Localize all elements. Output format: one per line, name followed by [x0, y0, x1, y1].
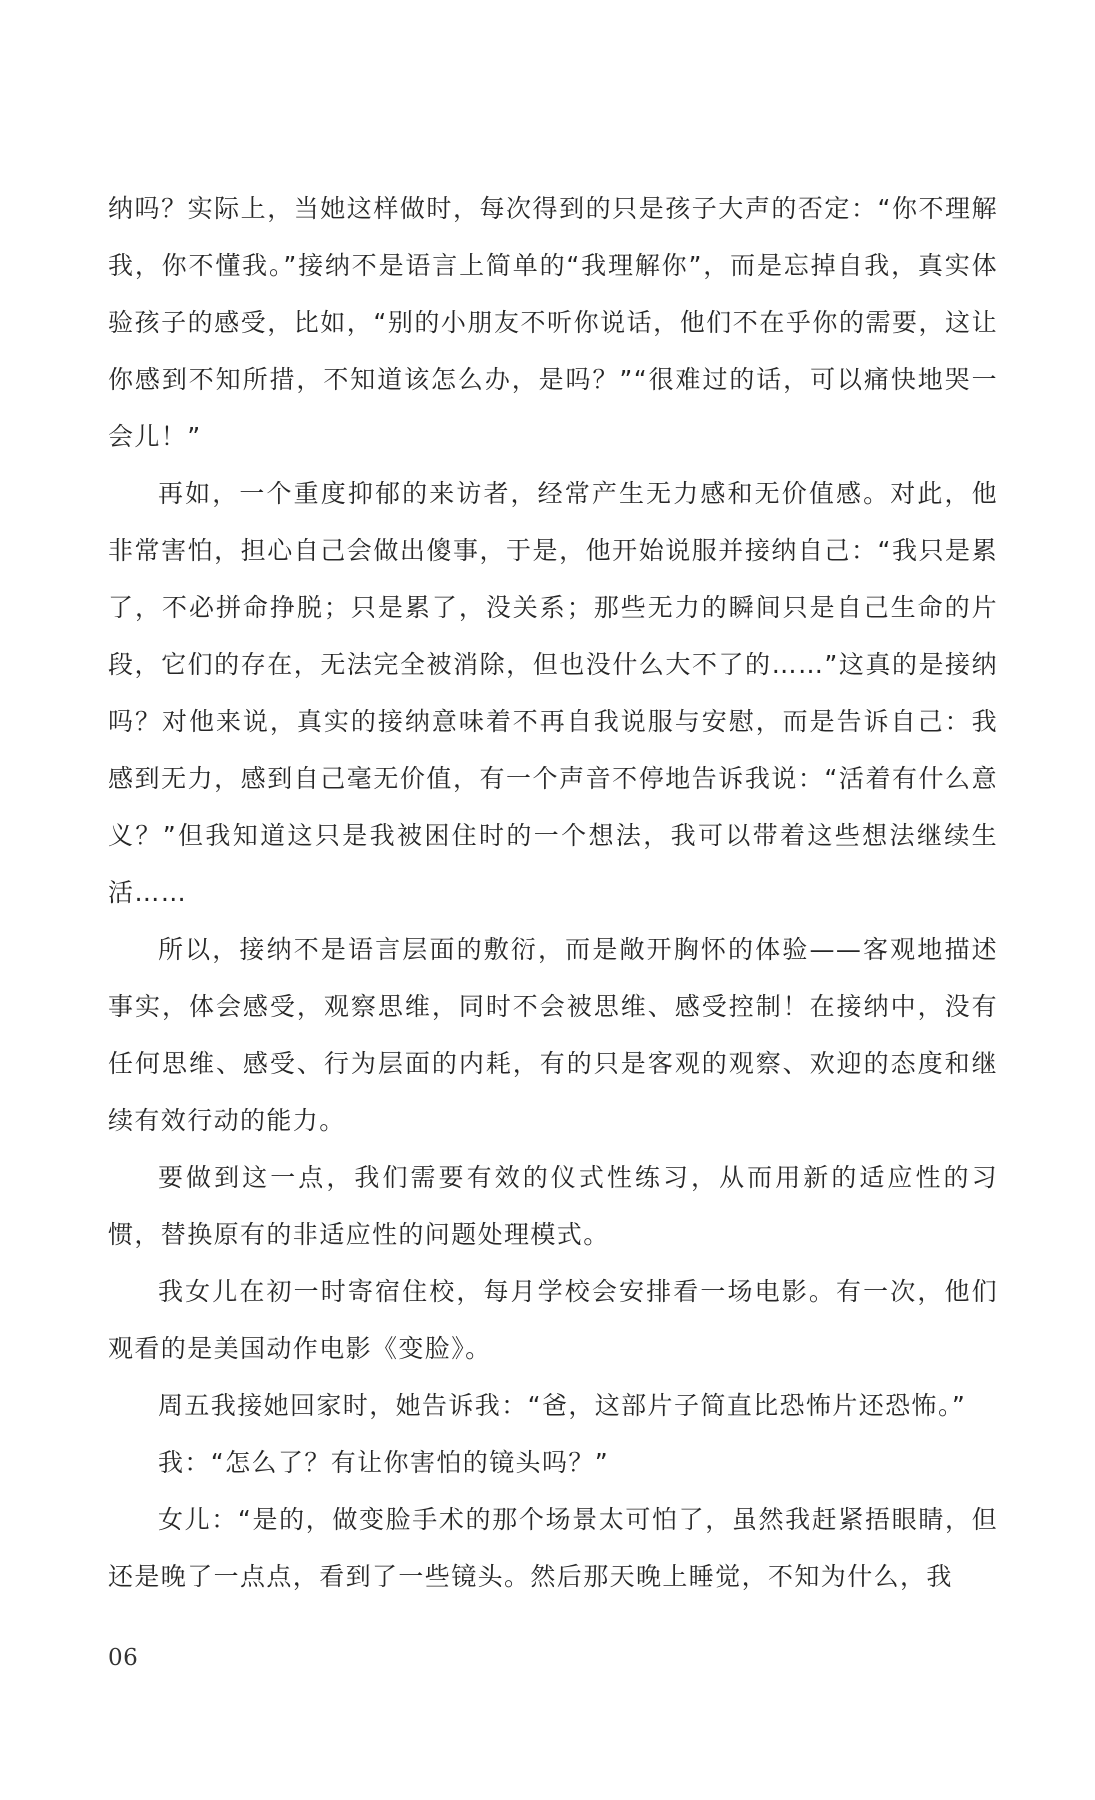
page-number: 06 — [108, 1645, 139, 1671]
body-text — [108, 180, 998, 1605]
paragraph-continued: 纳吗？实际上，当她这样做时，每次得到的只是孩子大声的否定：“你不理解我，你不懂我。”接纳不是语言上简单的“我理解你”，而是忘掉自我，真实体验孩子的感受，比如，“别的小朋友不听你说话，他们不在乎你的需要，这让你感到不知所措，不知道该怎么办，是吗？”“很难过的话，可以痛快地哭一会儿！” — [108, 194, 998, 451]
paragraph: 所以，接纳不是语言层面的敷衍，而是敞开胸怀的体验——客观地描述事实，体会感受，观察思维，同时不会被思维、感受控制！在接纳中，没有任何思维、感受、行为层面的内耗，有的只是客观的观察、欢迎的态度和继续有效行动的能力。 — [108, 935, 998, 1135]
paragraph: 要做到这一点，我们需要有效的仪式性练习，从而用新的适应性的习惯，替换原有的非适应性的问题处理模式。 — [108, 1163, 998, 1249]
paragraph: 我女儿在初一时寄宿住校，每月学校会安排看一场电影。有一次，他们观看的是美国动作电影《变脸》。 — [108, 1277, 998, 1363]
paragraph: 再如，一个重度抑郁的来访者，经常产生无力感和无价值感。对此，他非常害怕，担心自己会做出傻事，于是，他开始说服并接纳自己：“我只是累了，不必拼命挣脱；只是累了，没关系；那些无力的瞬间只是自己生命的片段，它们的存在，无法完全被消除，但也没什么大不了的……”这真的是接纳吗？对他来说，真实的接纳意味着不再自我说服与安慰，而是告诉自己：我感到无力，感到自己毫无价值，有一个声音不停地告诉我说：“活着有什么意义？”但我知道这只是我被困住时的一个想法，我可以带着这些想法继续生活…… — [108, 479, 998, 907]
paragraph: 女儿：“是的，做变脸手术的那个场景太可怕了，虽然我赶紧捂眼睛，但还是晚了一点点，看到了一些镜头。然后那天晚上睡觉，不知为什么，我 — [108, 1505, 998, 1591]
paragraph: 周五我接她回家时，她告诉我：“爸，这部片子简直比恐怖片还恐怖。” — [158, 1391, 967, 1420]
paragraph: 我：“怎么了？有让你害怕的镜头吗？” — [158, 1448, 610, 1477]
